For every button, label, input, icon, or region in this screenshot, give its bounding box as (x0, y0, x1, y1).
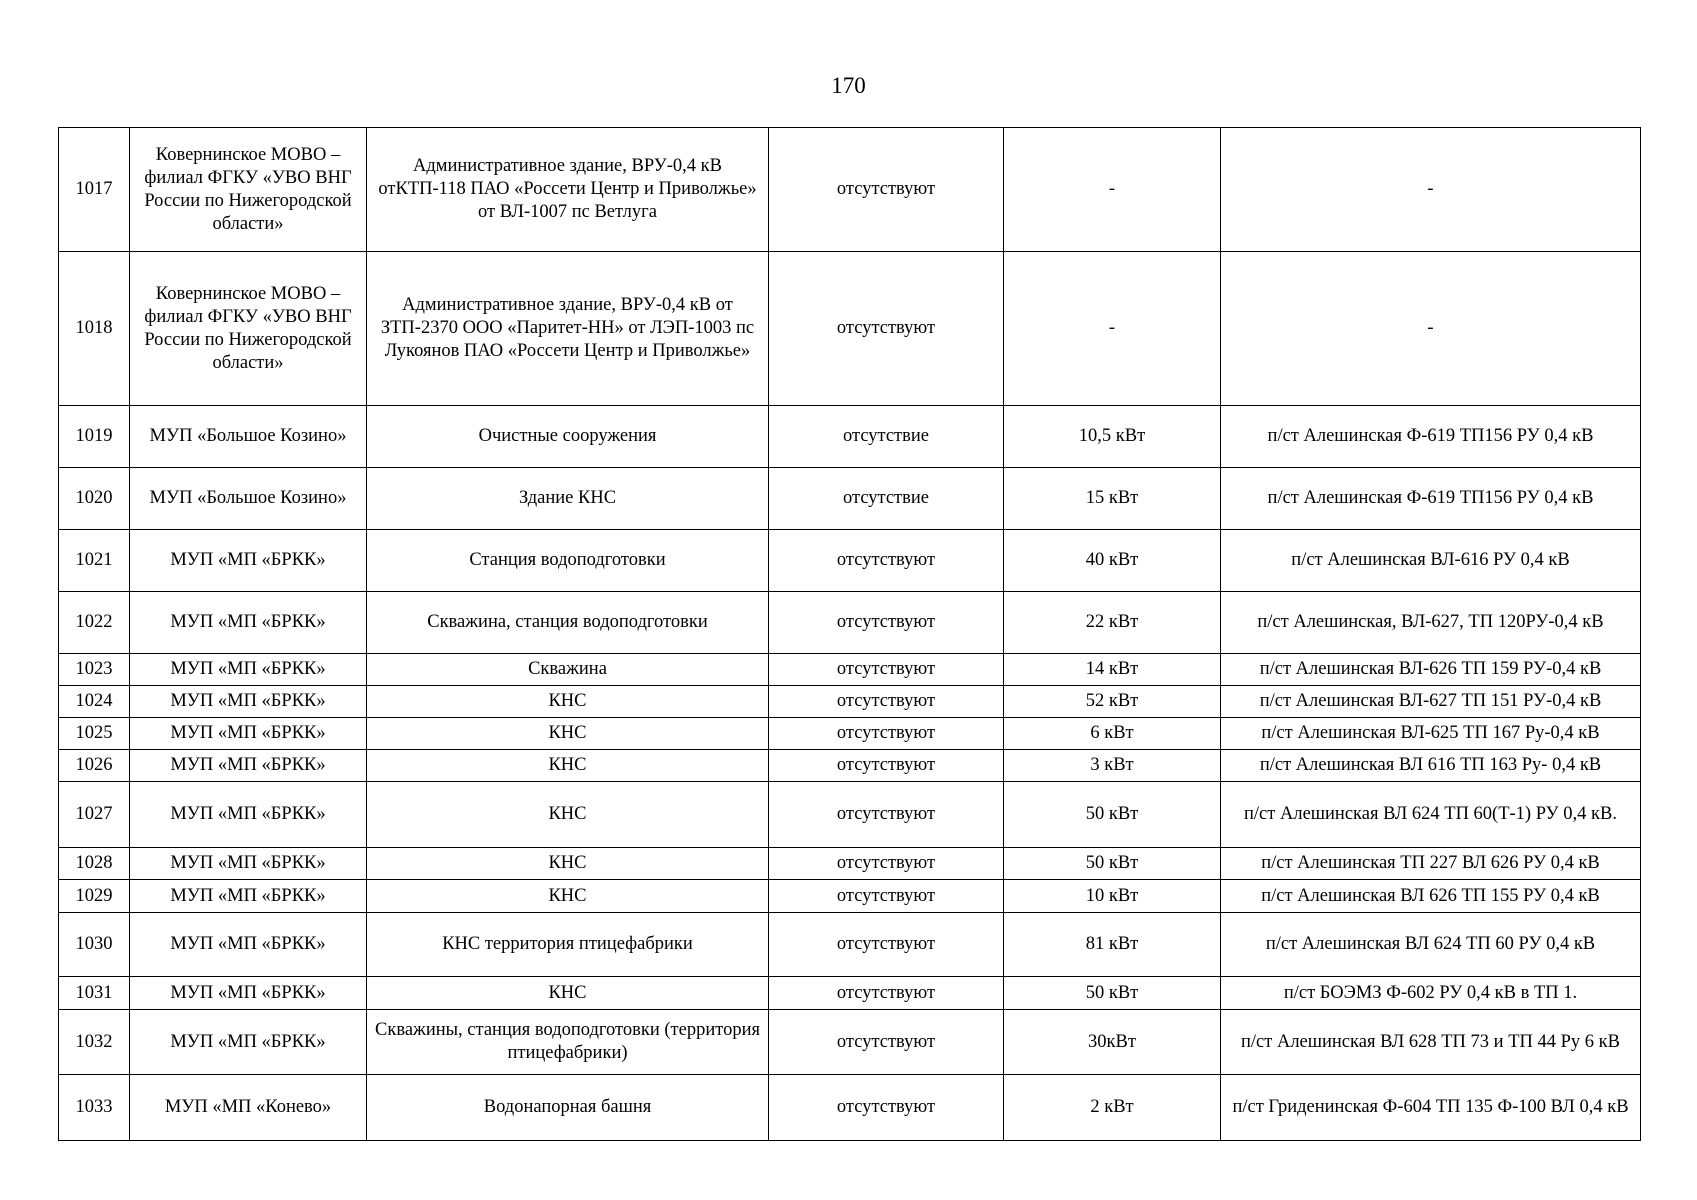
table-row (59, 1010, 1641, 1075)
cell-source: п/ст Алешинская Ф-619 ТП156 РУ 0,4 кВ (1221, 468, 1641, 530)
cell-number: 1020 (59, 468, 130, 530)
cell-source: п/ст Алешинская Ф-619 ТП156 РУ 0,4 кВ (1221, 406, 1641, 468)
cell-organization: МУП «МП «БРКК» (130, 686, 367, 718)
cell-status: отсутствуют (769, 1075, 1004, 1141)
cell-status: отсутствуют (769, 718, 1004, 750)
cell-status: отсутствуют (769, 913, 1004, 977)
cell-object: Водонапорная башня (367, 1075, 769, 1141)
cell-power: 14 кВт (1004, 654, 1221, 686)
cell-power: 81 кВт (1004, 913, 1221, 977)
cell-status: отсутствуют (769, 848, 1004, 880)
cell-number: 1017 (59, 128, 130, 252)
table-row (59, 592, 1641, 654)
cell-object: Скважина, станция водоподготовки (367, 592, 769, 654)
cell-organization: МУП «Большое Козино» (130, 468, 367, 530)
table-row (59, 468, 1641, 530)
cell-source: п/ст Алешинская ВЛ 626 ТП 155 РУ 0,4 кВ (1221, 880, 1641, 913)
cell-power: 15 кВт (1004, 468, 1221, 530)
cell-object: КНС (367, 718, 769, 750)
cell-organization: МУП «МП «БРКК» (130, 750, 367, 782)
cell-source: п/ст Алешинская ТП 227 ВЛ 626 РУ 0,4 кВ (1221, 848, 1641, 880)
cell-object: КНС (367, 686, 769, 718)
cell-status: отсутствуют (769, 977, 1004, 1010)
cell-organization: Ковернинское МОВО – филиал ФГКУ «УВО ВНГ России по Нижегородской области» (130, 252, 367, 406)
cell-organization: МУП «МП «БРКК» (130, 977, 367, 1010)
table-row (59, 977, 1641, 1010)
table-row (59, 252, 1641, 406)
cell-object: Здание КНС (367, 468, 769, 530)
cell-power: 40 кВт (1004, 530, 1221, 592)
cell-status: отсутствуют (769, 530, 1004, 592)
cell-number: 1028 (59, 848, 130, 880)
cell-power: 50 кВт (1004, 977, 1221, 1010)
cell-power: 30кВт (1004, 1010, 1221, 1075)
cell-number: 1023 (59, 654, 130, 686)
cell-source: - (1221, 128, 1641, 252)
cell-object: Скважина (367, 654, 769, 686)
cell-power: 50 кВт (1004, 782, 1221, 848)
cell-source: п/ст БОЭМЗ Ф-602 РУ 0,4 кВ в ТП 1. (1221, 977, 1641, 1010)
cell-status: отсутствуют (769, 592, 1004, 654)
cell-organization: МУП «МП «БРКК» (130, 718, 367, 750)
cell-power: 10 кВт (1004, 880, 1221, 913)
table-row (59, 128, 1641, 252)
cell-status: отсутствуют (769, 654, 1004, 686)
cell-object: КНС (367, 880, 769, 913)
cell-power: 10,5 кВт (1004, 406, 1221, 468)
cell-power: 2 кВт (1004, 1075, 1221, 1141)
cell-number: 1019 (59, 406, 130, 468)
cell-power: - (1004, 252, 1221, 406)
cell-status: отсутствуют (769, 128, 1004, 252)
cell-organization: МУП «МП «БРКК» (130, 848, 367, 880)
cell-source: п/ст Алешинская ВЛ 624 ТП 60(Т-1) РУ 0,4 кВ. (1221, 782, 1641, 848)
cell-source: - (1221, 252, 1641, 406)
cell-number: 1018 (59, 252, 130, 406)
table-row (59, 406, 1641, 468)
table-row (59, 848, 1641, 880)
cell-status: отсутствуют (769, 252, 1004, 406)
cell-object: КНС (367, 848, 769, 880)
cell-power: 3 кВт (1004, 750, 1221, 782)
cell-power: 22 кВт (1004, 592, 1221, 654)
cell-organization: МУП «МП «БРКК» (130, 782, 367, 848)
cell-number: 1027 (59, 782, 130, 848)
table-row (59, 654, 1641, 686)
cell-number: 1025 (59, 718, 130, 750)
cell-organization: МУП «МП «Конево» (130, 1075, 367, 1141)
cell-source: п/ст Алешинская ВЛ-625 ТП 167 Ру-0,4 кВ (1221, 718, 1641, 750)
cell-source: п/ст Алешинская ВЛ 624 ТП 60 РУ 0,4 кВ (1221, 913, 1641, 977)
cell-status: отсутствуют (769, 1010, 1004, 1075)
table-row (59, 530, 1641, 592)
cell-number: 1031 (59, 977, 130, 1010)
cell-status: отсутствуют (769, 750, 1004, 782)
cell-power: 50 кВт (1004, 848, 1221, 880)
cell-organization: МУП «МП «БРКК» (130, 654, 367, 686)
cell-number: 1021 (59, 530, 130, 592)
cell-organization: МУП «МП «БРКК» (130, 530, 367, 592)
cell-organization: МУП «МП «БРКК» (130, 1010, 367, 1075)
cell-source: п/ст Алешинская ВЛ-616 РУ 0,4 кВ (1221, 530, 1641, 592)
cell-source: п/ст Алешинская, ВЛ-627, ТП 120РУ-0,4 кВ (1221, 592, 1641, 654)
cell-status: отсутствуют (769, 880, 1004, 913)
cell-status: отсутствие (769, 468, 1004, 530)
cell-source: п/ст Алешинская ВЛ-627 ТП 151 РУ-0,4 кВ (1221, 686, 1641, 718)
cell-object: Административное здание, ВРУ-0,4 кВ от ЗТП-2370 ООО «Паритет-НН» от ЛЭП-1003 пс Лукоянов ПАО «Россети Центр и Приволжье» (367, 252, 769, 406)
cell-power: - (1004, 128, 1221, 252)
cell-object: Скважины, станция водоподготовки (территория птицефабрики) (367, 1010, 769, 1075)
cell-object: КНС (367, 750, 769, 782)
table-row (59, 1075, 1641, 1141)
table-row (59, 782, 1641, 848)
cell-source: п/ст Алешинская ВЛ 616 ТП 163 Ру- 0,4 кВ (1221, 750, 1641, 782)
cell-organization: МУП «МП «БРКК» (130, 592, 367, 654)
cell-organization: МУП «МП «БРКК» (130, 913, 367, 977)
cell-object: Административное здание, ВРУ-0,4 кВ отКТП-118 ПАО «Россети Центр и Приволжье» от ВЛ-1007 пс Ветлуга (367, 128, 769, 252)
page-number: 170 (831, 73, 866, 98)
cell-number: 1032 (59, 1010, 130, 1075)
cell-object: КНС (367, 782, 769, 848)
cell-organization: МУП «Большое Козино» (130, 406, 367, 468)
cell-source: п/ст Алешинская ВЛ 628 ТП 73 и ТП 44 Ру 6 кВ (1221, 1010, 1641, 1075)
table-row (59, 913, 1641, 977)
cell-organization: МУП «МП «БРКК» (130, 880, 367, 913)
data-table (58, 127, 1641, 1141)
cell-object: КНС (367, 977, 769, 1010)
table-row (59, 686, 1641, 718)
cell-power: 6 кВт (1004, 718, 1221, 750)
cell-object: КНС территория птицефабрики (367, 913, 769, 977)
table-row (59, 750, 1641, 782)
cell-object: Очистные сооружения (367, 406, 769, 468)
cell-status: отсутствуют (769, 686, 1004, 718)
cell-number: 1022 (59, 592, 130, 654)
cell-number: 1029 (59, 880, 130, 913)
cell-source: п/ст Алешинская ВЛ-626 ТП 159 РУ-0,4 кВ (1221, 654, 1641, 686)
cell-status: отсутствие (769, 406, 1004, 468)
cell-number: 1024 (59, 686, 130, 718)
cell-organization: Ковернинское МОВО – филиал ФГКУ «УВО ВНГ России по Нижегородской области» (130, 128, 367, 252)
table-row (59, 718, 1641, 750)
cell-status: отсутствуют (769, 782, 1004, 848)
cell-number: 1030 (59, 913, 130, 977)
cell-object: Станция водоподготовки (367, 530, 769, 592)
cell-number: 1033 (59, 1075, 130, 1141)
table-row (59, 880, 1641, 913)
cell-power: 52 кВт (1004, 686, 1221, 718)
cell-source: п/ст Гриденинская Ф-604 ТП 135 Ф-100 ВЛ 0,4 кВ (1221, 1075, 1641, 1141)
cell-number: 1026 (59, 750, 130, 782)
